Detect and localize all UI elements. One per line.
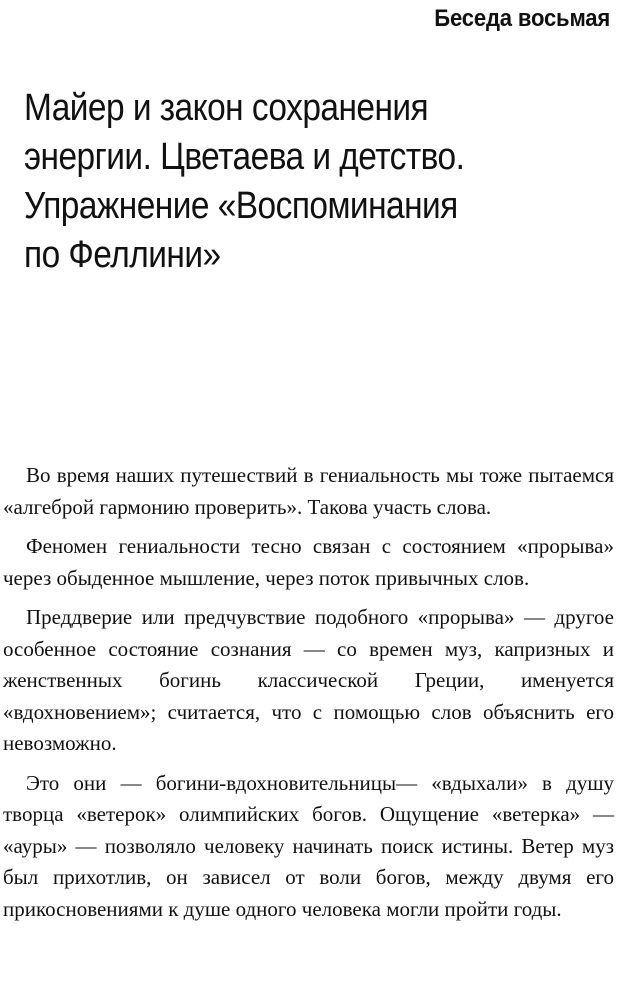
paragraph: Это они — богини-вдохновительницы— «вдыхали» в душу творца «ветерок» олимпийских богов. Ощущение «ветерка» — «ауры» — позволяло человеку начинать поиск истины. Ветер муз был прихотлив, он зависел от воли богов, между двумя его прикосновениями к душе одного человека могли пройти годы. — [3, 770, 614, 921]
running-head: Беседа восьмая — [434, 5, 610, 32]
paragraph: Во время наших путешествий в гениальность мы тоже пытаемся «алгеброй гармонию проверить». Такова участь слова. — [3, 463, 614, 519]
chapter-title-line: Майер и закон сохранения — [24, 87, 429, 129]
chapter-title-line: по Феллини» — [24, 234, 221, 276]
chapter-title-line: Упражнение «Воспоминания — [24, 185, 458, 227]
paragraph: Феномен гениальности тесно связан с состоянием «прорыва» через обыденное мышление, через поток привычных слов. — [3, 534, 614, 590]
paragraph: Преддверие или предчувствие подобного «прорыва» — другое особенное состояние сознания — со времен муз, капризных и женственных богинь классической Греции, именуется «вдохновением»; считается, что с помощью слов объяснить его невозможно. — [3, 605, 614, 755]
chapter-title-line: энергии. Цветаева и детство. — [24, 136, 465, 178]
body-text — [3, 460, 614, 933]
chapter-title — [24, 84, 543, 280]
